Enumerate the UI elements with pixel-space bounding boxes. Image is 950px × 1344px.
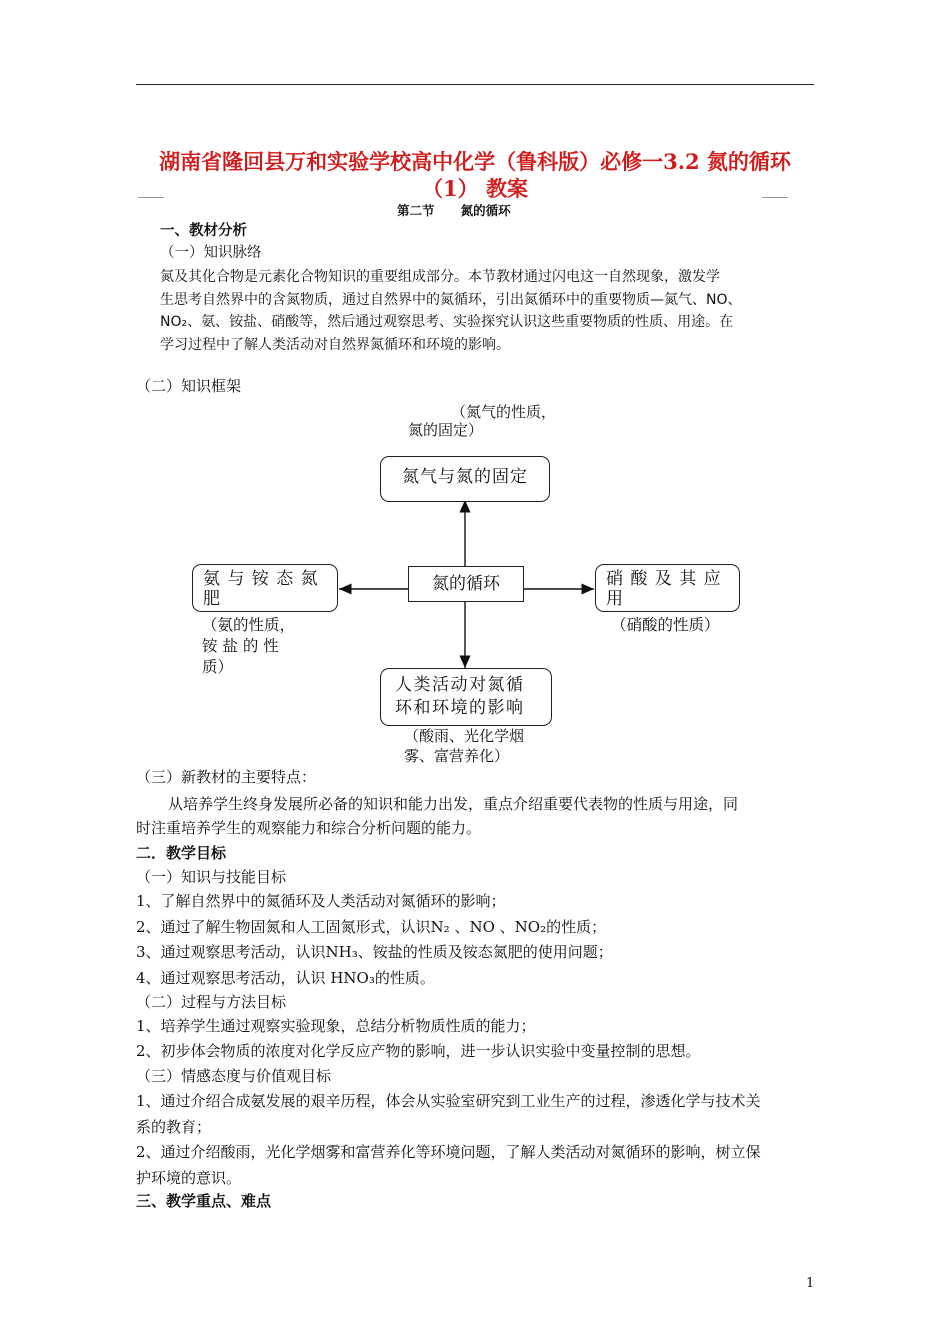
node-human-impact — [380, 668, 552, 726]
s1-sub3-para-line1: 从培养学生终身发展所必备的知识和能力出发，重点介绍重要代表物的性质与用途，同 — [168, 795, 739, 813]
objective-item: 1、培养学生通过观察实验现象，总结分析物质性质的能力； — [136, 1017, 536, 1035]
page-number: 1 — [806, 1276, 815, 1291]
s2-sub3: （三）情感态度与价值观目标 — [136, 1067, 332, 1085]
s3-heading: 三、教学重点、难点 — [136, 1192, 272, 1210]
objective-item: 4、通过观察思考活动，认识 HNO₃的性质。 — [136, 968, 435, 987]
s1-para-line: 学习过程中了解人类活动对自然界氮循环和环境的影响。 — [160, 336, 510, 353]
node-ammonia — [192, 564, 338, 612]
right-note: （硝酸的性质） — [611, 616, 720, 634]
node-nitric-acid-line: 硝 酸 及 其 应 — [606, 569, 722, 589]
s2-sub2: （二）过程与方法目标 — [136, 993, 287, 1011]
s2-list1 — [136, 889, 613, 991]
s1-para-line: NO₂、氨、铵盐、硝酸等，然后通过观察思考、实验探究认识这些重要物质的性质、用途。在 — [160, 314, 734, 330]
doc-title-line1: 湖南省隆回县万和实验学校高中化学（鲁科版）必修一3.2 氮的循环 — [159, 149, 791, 174]
s1-sub2: （二）知识框架 — [136, 377, 242, 395]
node-nitric-acid — [595, 564, 740, 612]
node-nitric-acid-line: 用 — [606, 589, 624, 609]
objective-item: 护环境的意识。 — [136, 1168, 242, 1187]
left-note-line: 质） — [202, 658, 234, 676]
node-nitrogen-cycle: 氮的循环 — [408, 566, 524, 602]
section-header: 第二节 氮的循环 — [397, 203, 511, 218]
node-ammonia-line: 肥 — [203, 589, 221, 609]
left-note-line: （氨的性质， — [202, 616, 296, 634]
s1-para-line: 氮及其化合物是元素化合物知识的重要组成部分。本节教材通过闪电这一自然现象，激发学 — [160, 269, 720, 285]
node-ammonia-line: 氨 与 铵 态 氮 — [203, 569, 319, 589]
top-note-line2: 氮的固定） — [408, 421, 484, 439]
s1-para-line: 生思考自然界中的含氮物质，通过自然界中的氮循环，引出氮循环中的重要物质—氮气、NO、 — [160, 291, 742, 308]
objective-item: 系的教育； — [136, 1117, 212, 1136]
s1-sub1: （一）知识脉络 — [160, 245, 262, 261]
s2-list2 — [136, 1014, 701, 1064]
objective-item: 2、通过介绍酸雨，光化学烟雾和富营养化等环境问题，了解人类活动对氮循环的影响，树立保 — [136, 1143, 761, 1161]
objective-item: 2、通过了解生物固氮和人工固氮形式，认识N₂ 、NO 、NO₂的性质； — [136, 917, 607, 936]
left-note-line: 铵 盐 的 性 — [202, 637, 279, 655]
s1-sub3: （三）新教材的主要特点： — [136, 768, 317, 786]
objective-item: 1、了解自然界中的氮循环及人类活动对氮循环的影响； — [136, 892, 506, 910]
s2-list3 — [136, 1089, 761, 1191]
objective-item: 2、初步体会物质的浓度对化学反应产物的影响，进一步认识实验中变量控制的思想。 — [136, 1042, 701, 1060]
node-nitrogen-fixation: 氮气与氮的固定 — [380, 456, 550, 502]
s2-heading: 二．教学目标 — [136, 844, 227, 862]
doc-title-line2: （1） 教案 — [422, 176, 528, 201]
objective-item: 3、通过观察思考活动，认识NH₃、铵盐的性质及铵态氮肥的使用问题； — [136, 943, 613, 961]
s1-heading: 一、教材分析 — [160, 223, 247, 239]
node-human-impact-line: 人类活动对氮循 — [395, 675, 525, 695]
s1-sub3-para-line2: 时注重培养学生的观察能力和综合分析问题的能力。 — [136, 819, 482, 837]
left-note — [202, 615, 332, 676]
bottom-note-line: （酸雨、光化学烟 — [404, 727, 525, 745]
s2-sub1: （一）知识与技能目标 — [136, 868, 287, 886]
node-human-impact-line: 环和环境的影响 — [395, 698, 525, 718]
bottom-note — [404, 726, 524, 766]
top-note-line1: （氮气的性质， — [451, 403, 557, 421]
bottom-note-line: 雾、富营养化） — [404, 747, 510, 765]
objective-item: 1、通过介绍合成氨发展的艰辛历程，体会从实验室研究到工业生产的过程，渗透化学与技术关 — [136, 1092, 761, 1110]
